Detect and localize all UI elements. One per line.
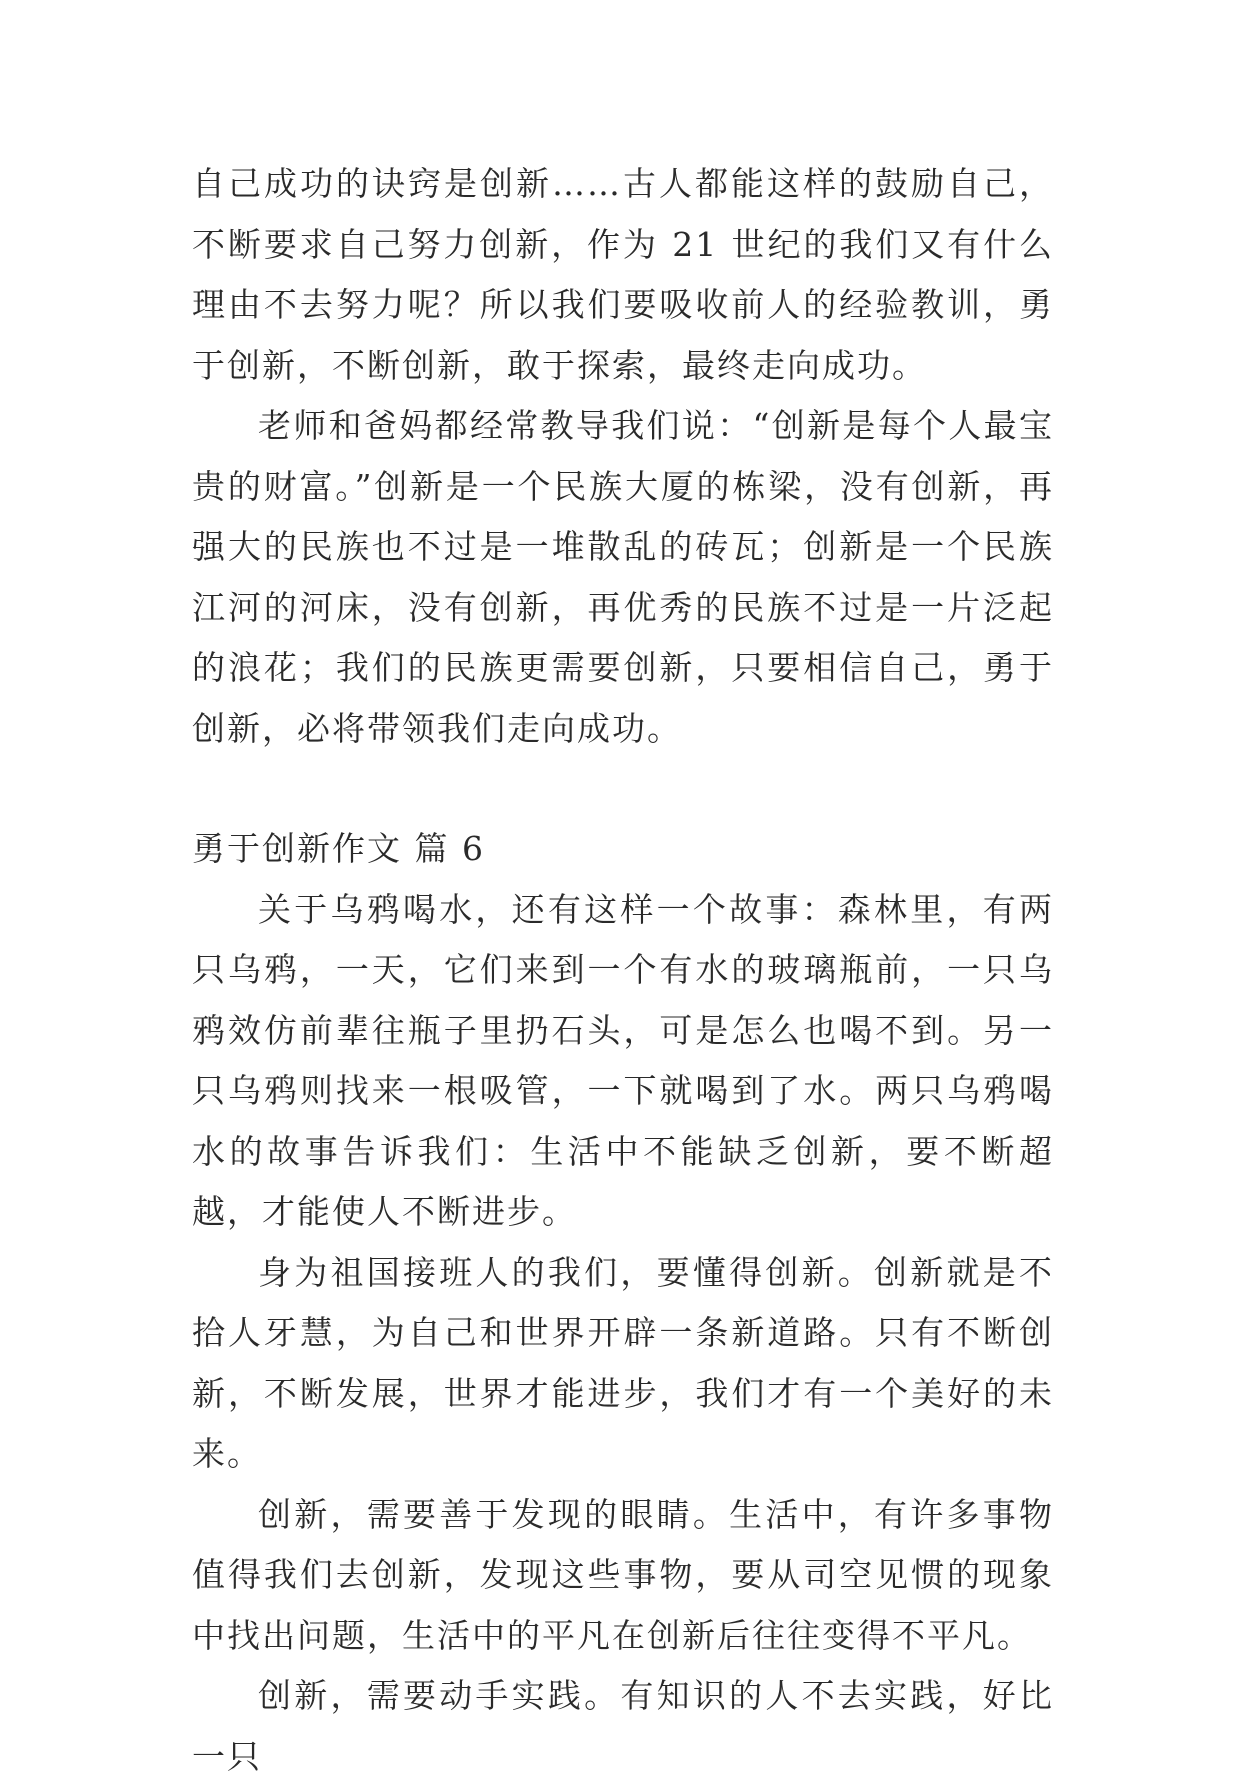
paragraph-3: 关于乌鸦喝水，还有这样一个故事：森林里，有两只乌鸦，一天，它们来到一个有水的玻璃瓶前，一只乌鸦效仿前辈往瓶子里扔石头，可是怎么也喝不到。另一只乌鸦则找来一根吸管，一下就喝到了水。两只乌鸦喝水的故事告诉我们：生活中不能缺乏创新，要不断超越，才能使人不断进步。 — [192, 889, 1054, 1231]
paragraph-1: 自己成功的诀窍是创新……古人都能这样的鼓励自己，不断要求自己努力创新，作为 21 世纪的我们又有什么理由不去努力呢？所以我们要吸收前人的经验教训，勇于创新，不断创新，敢于探索，最终走向成功。 — [192, 164, 1054, 385]
section-title: 勇于创新作文 篇 6 — [192, 829, 485, 868]
paragraph-6: 创新，需要动手实践。有知识的人不去实践，好比一只 — [192, 1676, 1054, 1776]
paragraph-5: 创新，需要善于发现的眼睛。生活中，有许多事物值得我们去创新，发现这些事物，要从司空见惯的现象中找出问题，生活中的平凡在创新后往往变得不平凡。 — [192, 1494, 1054, 1655]
paragraph-4: 身为祖国接班人的我们，要懂得创新。创新就是不拾人牙慧，为自己和世界开辟一条新道路。只有不断创新，不断发展，世界才能进步，我们才有一个美好的未来。 — [192, 1252, 1054, 1473]
paragraph-2: 老师和爸妈都经常教导我们说：“创新是每个人最宝贵的财富。”创新是一个民族大厦的栋梁，没有创新，再强大的民族也不过是一堆散乱的砖瓦；创新是一个民族江河的河床，没有创新，再优秀的民族不过是一片泛起的浪花；我们的民族更需要创新，只要相信自己，勇于创新，必将带领我们走向成功。 — [192, 406, 1054, 748]
document-body — [192, 154, 1054, 1787]
